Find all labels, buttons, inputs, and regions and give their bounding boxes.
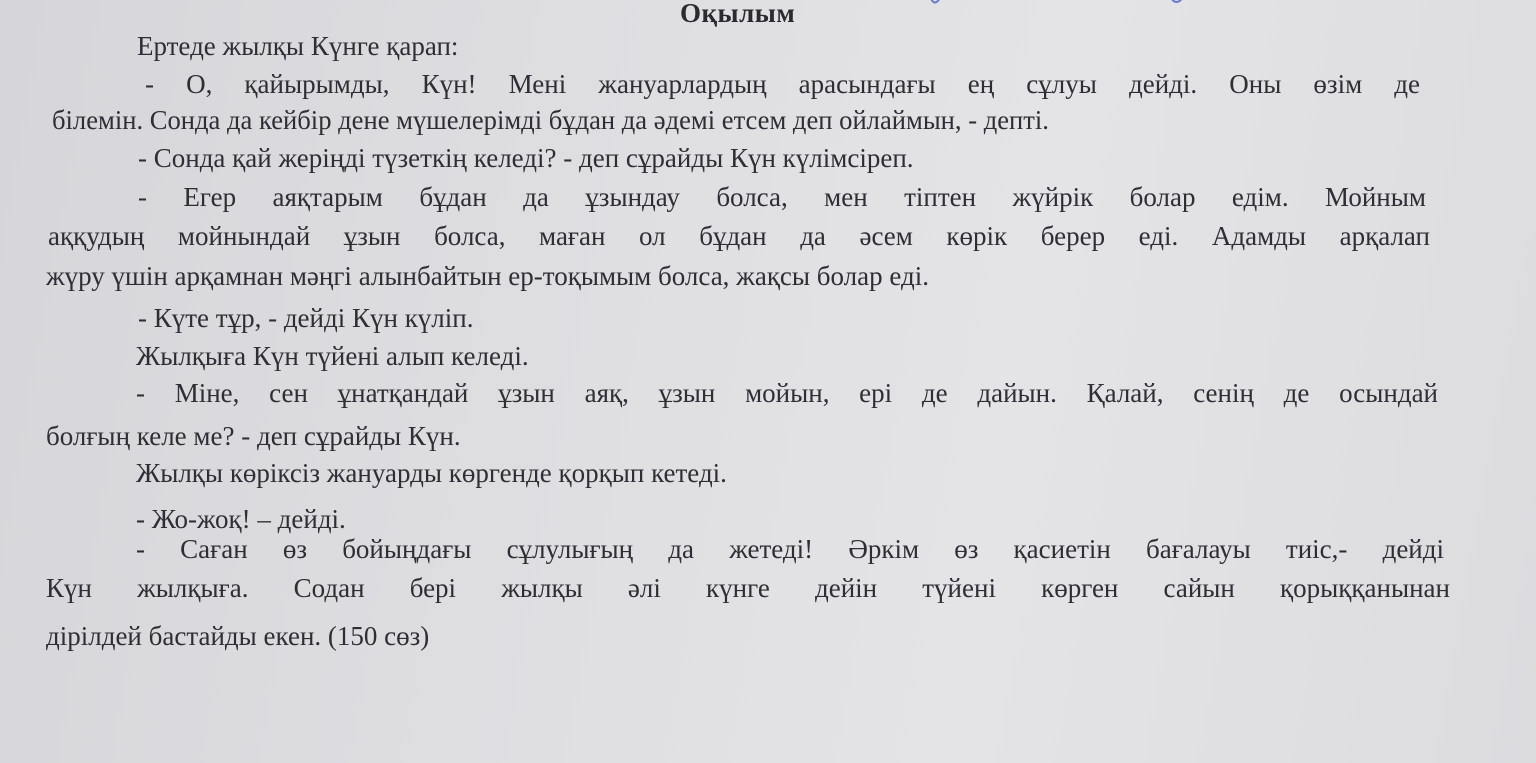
text-line: дірілдей бастайды екен. (150 сөз) — [46, 621, 430, 651]
text-line: - Күте тұр, - дейді Күн күліп. — [138, 303, 474, 333]
text-line: - О, қайырымды, Күн! Мені жануарлардың арасындағы ең сұлуы дейді. Оны өзім де — [145, 69, 1420, 99]
text-line: Жылқыға Күн түйені алып келеді. — [136, 341, 529, 371]
text-line: - Сонда қай жеріңді түзеткің келеді? - деп сұрайды Күн күлімсіреп. — [138, 143, 914, 173]
text-line: - Егер аяқтарым бұдан да ұзындау болса, мен тіптен жүйрік болар едім. Мойным — [138, 182, 1426, 212]
text-line: Жылқы көріксіз жануарды көргенде қорқып кетеді. — [136, 458, 727, 488]
text-line: жүру үшін арқамнан мәңгі алынбайтын ер-тоқымым болса, жақсы болар еді. — [46, 261, 930, 291]
text-line: - Жо-жоқ! – дейді. — [136, 504, 346, 534]
text-line: Ертеде жылқы Күнге қарап: — [137, 31, 459, 61]
text-line: аққудың мойнындай ұзын болса, маған ол бұдан да әсем көрік берер еді. Адамды арқалап — [48, 221, 1430, 251]
text-line: Күн жылқыға. Содан бері жылқы әлі күнге дейін түйені көрген сайын қорыққанынан — [46, 573, 1450, 603]
text-line: білемін. Сонда да кейбір дене мүшелерімді бұдан да әдемі етсем деп ойлаймын, - депті. — [52, 105, 1049, 135]
page-title: Оқылым — [680, 0, 796, 28]
text-line: - Міне, сен ұнатқандай ұзын аяқ, ұзын мойын, ері де дайын. Қалай, сенің де осындай — [136, 378, 1438, 408]
text-line: болғың келе ме? - деп сұрайды Күн. — [46, 421, 461, 451]
pen-marks-decoration — [900, 0, 1220, 14]
text-line: - Саған өз бойыңдағы сұлулығың да жетеді! Әркім өз қасиетін бағалауы тиіс,- дейді — [136, 534, 1444, 564]
